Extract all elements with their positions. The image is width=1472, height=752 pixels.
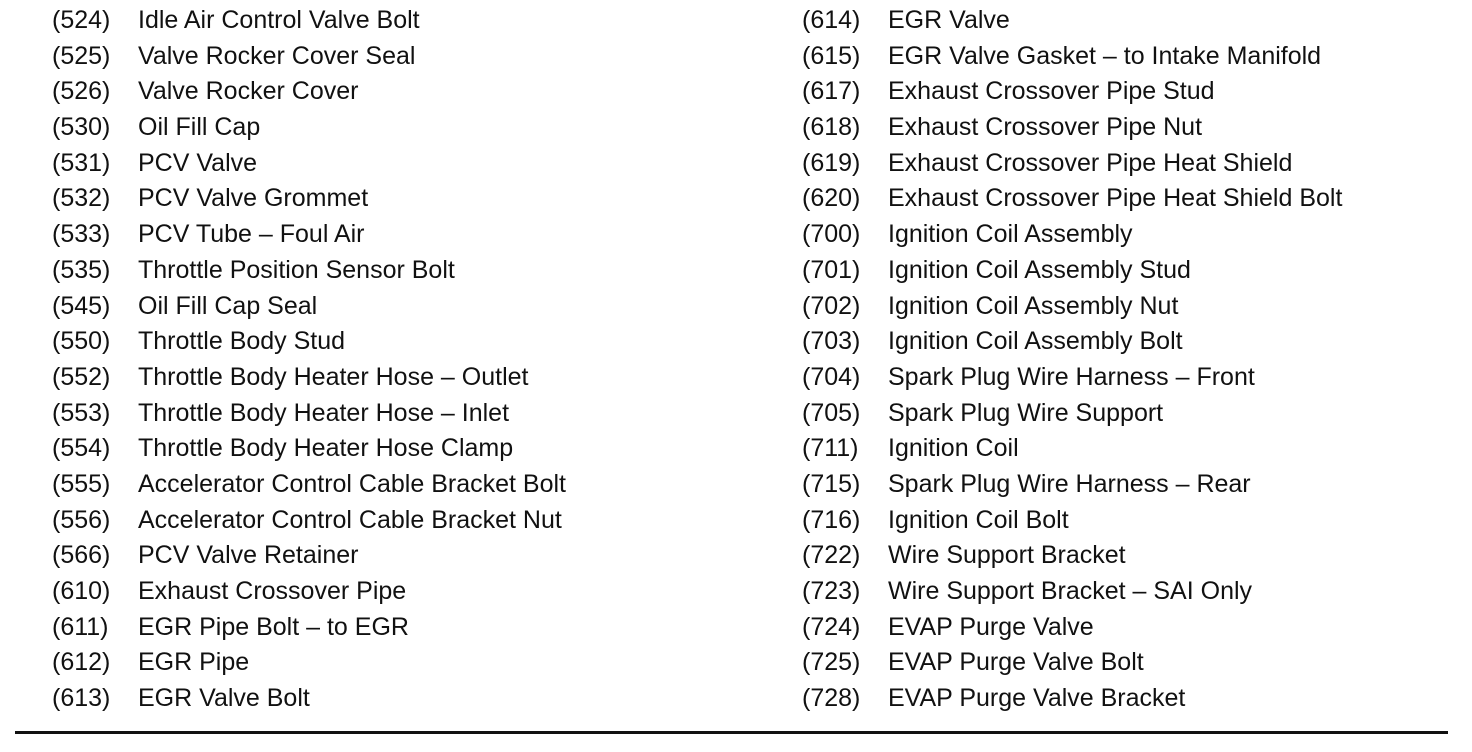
legend-item [802, 146, 1342, 182]
part-description: Throttle Body Heater Hose – Outlet [138, 362, 529, 391]
part-description: Exhaust Crossover Pipe Heat Shield [888, 148, 1293, 177]
part-description: PCV Tube – Foul Air [138, 220, 365, 249]
part-description: Spark Plug Wire Harness – Front [888, 362, 1255, 391]
legend-item [802, 645, 1342, 681]
part-number: (715) [802, 469, 861, 498]
part-description: EVAP Purge Valve [888, 612, 1094, 641]
part-number: (723) [802, 577, 861, 605]
part-description: Valve Rocker Cover [138, 77, 359, 106]
legend-item [802, 74, 1342, 110]
legend-item [802, 324, 1342, 360]
part-number: (610) [52, 577, 111, 605]
legend-item [52, 574, 566, 610]
part-number: (611) [52, 612, 109, 641]
legend-item [802, 110, 1342, 146]
legend-item [802, 360, 1342, 396]
part-description: Spark Plug Wire Harness – Rear [888, 469, 1251, 498]
part-number: (555) [52, 469, 111, 498]
part-number: (615) [802, 41, 861, 70]
part-description: Throttle Body Heater Hose – Inlet [138, 398, 510, 427]
part-description: Oil Fill Cap Seal [138, 291, 318, 320]
part-number: (618) [802, 113, 861, 142]
legend-item [802, 503, 1342, 539]
part-number: (556) [52, 505, 111, 534]
legend-item [802, 3, 1342, 39]
part-description: EVAP Purge Valve Bracket [888, 684, 1186, 713]
part-description: Accelerator Control Cable Bracket Bolt [138, 469, 566, 498]
part-number: (613) [52, 684, 111, 713]
part-description: EGR Pipe Bolt – to EGR [138, 612, 409, 641]
part-number: (728) [802, 684, 861, 713]
legend-item [802, 538, 1342, 574]
part-description: Ignition Coil Assembly Stud [888, 255, 1191, 284]
part-description: Exhaust Crossover Pipe Stud [888, 77, 1215, 106]
legend-item [802, 574, 1342, 610]
legend-item [802, 181, 1342, 217]
part-number: (525) [52, 41, 111, 70]
part-description: Ignition Coil Bolt [888, 505, 1069, 534]
legend-item [52, 681, 566, 717]
part-number: (524) [52, 6, 111, 34]
legend-item [52, 360, 566, 396]
part-description: Accelerator Control Cable Bracket Nut [138, 505, 562, 534]
part-number: (703) [802, 327, 861, 356]
part-number: (612) [52, 648, 111, 677]
part-description: Throttle Body Heater Hose Clamp [138, 434, 514, 463]
part-description: PCV Valve Grommet [138, 184, 369, 213]
part-number: (617) [802, 77, 861, 106]
legend-item [52, 396, 566, 432]
part-number: (554) [52, 434, 111, 463]
legend-item [52, 3, 566, 39]
legend-item [802, 253, 1342, 289]
legend-column-left [52, 3, 566, 717]
part-description: Throttle Body Stud [138, 327, 346, 356]
part-description: Exhaust Crossover Pipe Heat Shield Bolt [888, 184, 1343, 213]
part-number: (531) [52, 148, 111, 177]
part-number: (530) [52, 113, 111, 142]
legend-item [802, 431, 1342, 467]
legend-item [52, 538, 566, 574]
part-description: Wire Support Bracket – SAI Only [888, 577, 1253, 605]
part-description: PCV Valve [138, 148, 258, 177]
part-number: (702) [802, 291, 861, 320]
legend-item [52, 181, 566, 217]
part-number: (724) [802, 612, 861, 641]
legend-item [802, 610, 1342, 646]
legend-item [52, 146, 566, 182]
part-number: (620) [802, 184, 861, 213]
part-number: (566) [52, 541, 111, 570]
part-description: Idle Air Control Valve Bolt [138, 6, 420, 34]
part-number: (532) [52, 184, 111, 213]
legend-item [802, 39, 1342, 75]
part-description: Exhaust Crossover Pipe [138, 577, 407, 605]
part-description: EGR Valve [888, 6, 1010, 34]
part-description: Ignition Coil Assembly Nut [888, 291, 1179, 320]
part-description: Oil Fill Cap [138, 113, 261, 142]
part-description: Ignition Coil Assembly [888, 220, 1133, 249]
part-description: Ignition Coil Assembly Bolt [888, 327, 1183, 356]
legend-item [802, 467, 1342, 503]
legend-item [802, 681, 1342, 717]
part-number: (553) [52, 398, 111, 427]
legend-item [802, 289, 1342, 325]
part-description: EGR Pipe [138, 648, 250, 677]
part-description: Exhaust Crossover Pipe Nut [888, 113, 1203, 142]
bottom-divider [15, 731, 1448, 734]
part-description: Throttle Position Sensor Bolt [138, 255, 455, 284]
part-number: (700) [802, 220, 861, 249]
part-description: EGR Valve Bolt [138, 684, 310, 713]
legend-item [52, 110, 566, 146]
part-number: (725) [802, 648, 861, 677]
legend-item [52, 610, 566, 646]
part-description: Spark Plug Wire Support [888, 398, 1164, 427]
legend-column-right [802, 3, 1342, 717]
part-number: (614) [802, 6, 861, 34]
legend-item [52, 467, 566, 503]
part-description: Wire Support Bracket [888, 541, 1126, 570]
part-number: (545) [52, 291, 111, 320]
part-number: (705) [802, 398, 861, 427]
part-number: (704) [802, 362, 861, 391]
part-description: Ignition Coil [888, 434, 1019, 463]
part-number: (716) [802, 505, 861, 534]
part-description: EVAP Purge Valve Bolt [888, 648, 1144, 677]
legend-item [52, 289, 566, 325]
legend-item [52, 324, 566, 360]
legend-item [52, 74, 566, 110]
legend-item [52, 645, 566, 681]
part-number: (552) [52, 362, 111, 391]
part-number: (526) [52, 77, 111, 106]
legend-item [52, 217, 566, 253]
part-number: (711) [802, 434, 859, 463]
part-number: (533) [52, 220, 111, 249]
legend-item [52, 503, 566, 539]
part-description: Valve Rocker Cover Seal [138, 41, 416, 70]
legend-item [802, 396, 1342, 432]
legend-item [802, 217, 1342, 253]
part-number: (550) [52, 327, 111, 356]
legend-item [52, 431, 566, 467]
part-number: (701) [802, 255, 861, 284]
part-number: (619) [802, 148, 861, 177]
part-number: (722) [802, 541, 861, 570]
legend-item [52, 39, 566, 75]
part-description: PCV Valve Retainer [138, 541, 359, 570]
part-description: EGR Valve Gasket – to Intake Manifold [888, 41, 1322, 70]
legend-item [52, 253, 566, 289]
part-number: (535) [52, 255, 111, 284]
